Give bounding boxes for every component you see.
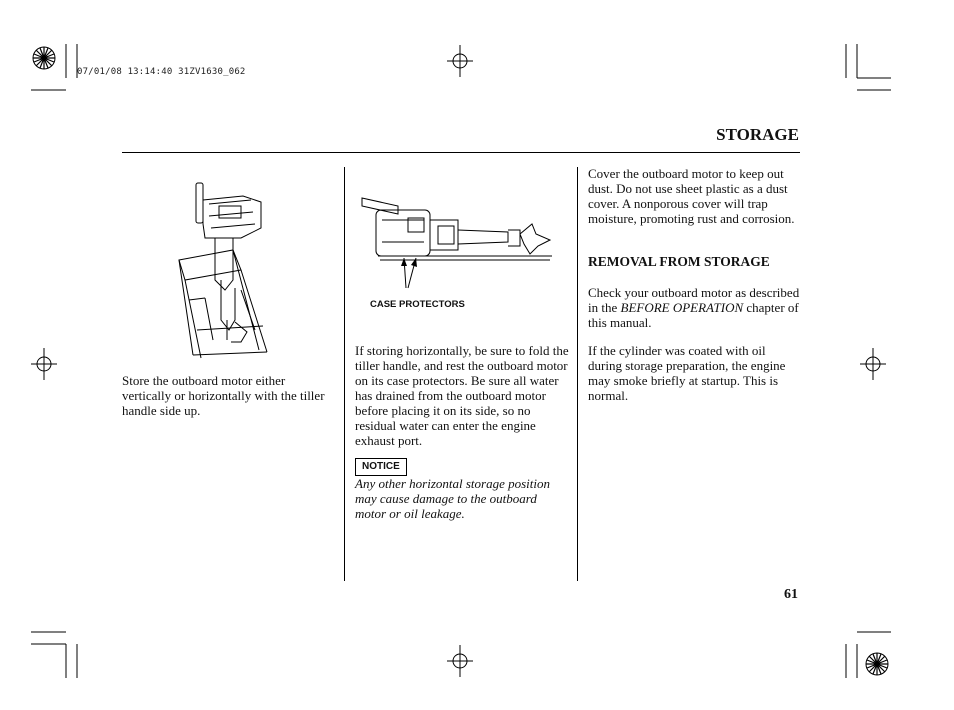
print-timestamp: 07/01/08 13:14:40 31ZV1630_062 <box>77 67 246 77</box>
page-number: 61 <box>784 587 798 602</box>
registration-starburst-icon <box>866 653 888 675</box>
col3-paragraph-check <box>588 285 802 330</box>
check-text-italic: BEFORE OPERATION <box>620 300 744 315</box>
col2-paragraph: If storing horizontally, be sure to fold the tiller handle, and rest the outboard motor on its case protectors. Be sure all water has drained from the outboard motor before placing it on its side, so no residual water can enter the engine exhaust port. <box>355 343 569 448</box>
registration-starburst-icon <box>33 47 55 69</box>
col3-paragraph-cover: Cover the outboard motor to keep out dust. Do not use sheet plastic as a dust cover. A nonporous cover will trap moisture, promoting rust and corrosion. <box>588 166 795 226</box>
col3-paragraph-cylinder: If the cylinder was coated with oil during storage preparation, the engine may smoke briefly at startup. This is normal. <box>588 343 786 403</box>
horizontal-storage-illustration <box>358 190 558 295</box>
check-text-after: chapter of this manual. <box>588 300 799 330</box>
column-divider <box>577 167 578 581</box>
check-text-before: Check your outboard motor as described in the <box>588 285 800 315</box>
column-divider <box>344 167 345 581</box>
header-rule <box>122 152 800 153</box>
notice-label: NOTICE <box>355 458 407 476</box>
page-title: STORAGE <box>716 125 799 144</box>
col1-paragraph: Store the outboard motor either vertically or horizontally with the tiller handle side up. <box>122 373 325 418</box>
section-heading-removal: REMOVAL FROM STORAGE <box>588 254 770 269</box>
figure-caption: CASE PROTECTORS <box>370 299 465 310</box>
vertical-storage-illustration <box>175 180 275 360</box>
notice-text: Any other horizontal storage position may cause damage to the outboard motor or oil leakage. <box>355 476 550 521</box>
